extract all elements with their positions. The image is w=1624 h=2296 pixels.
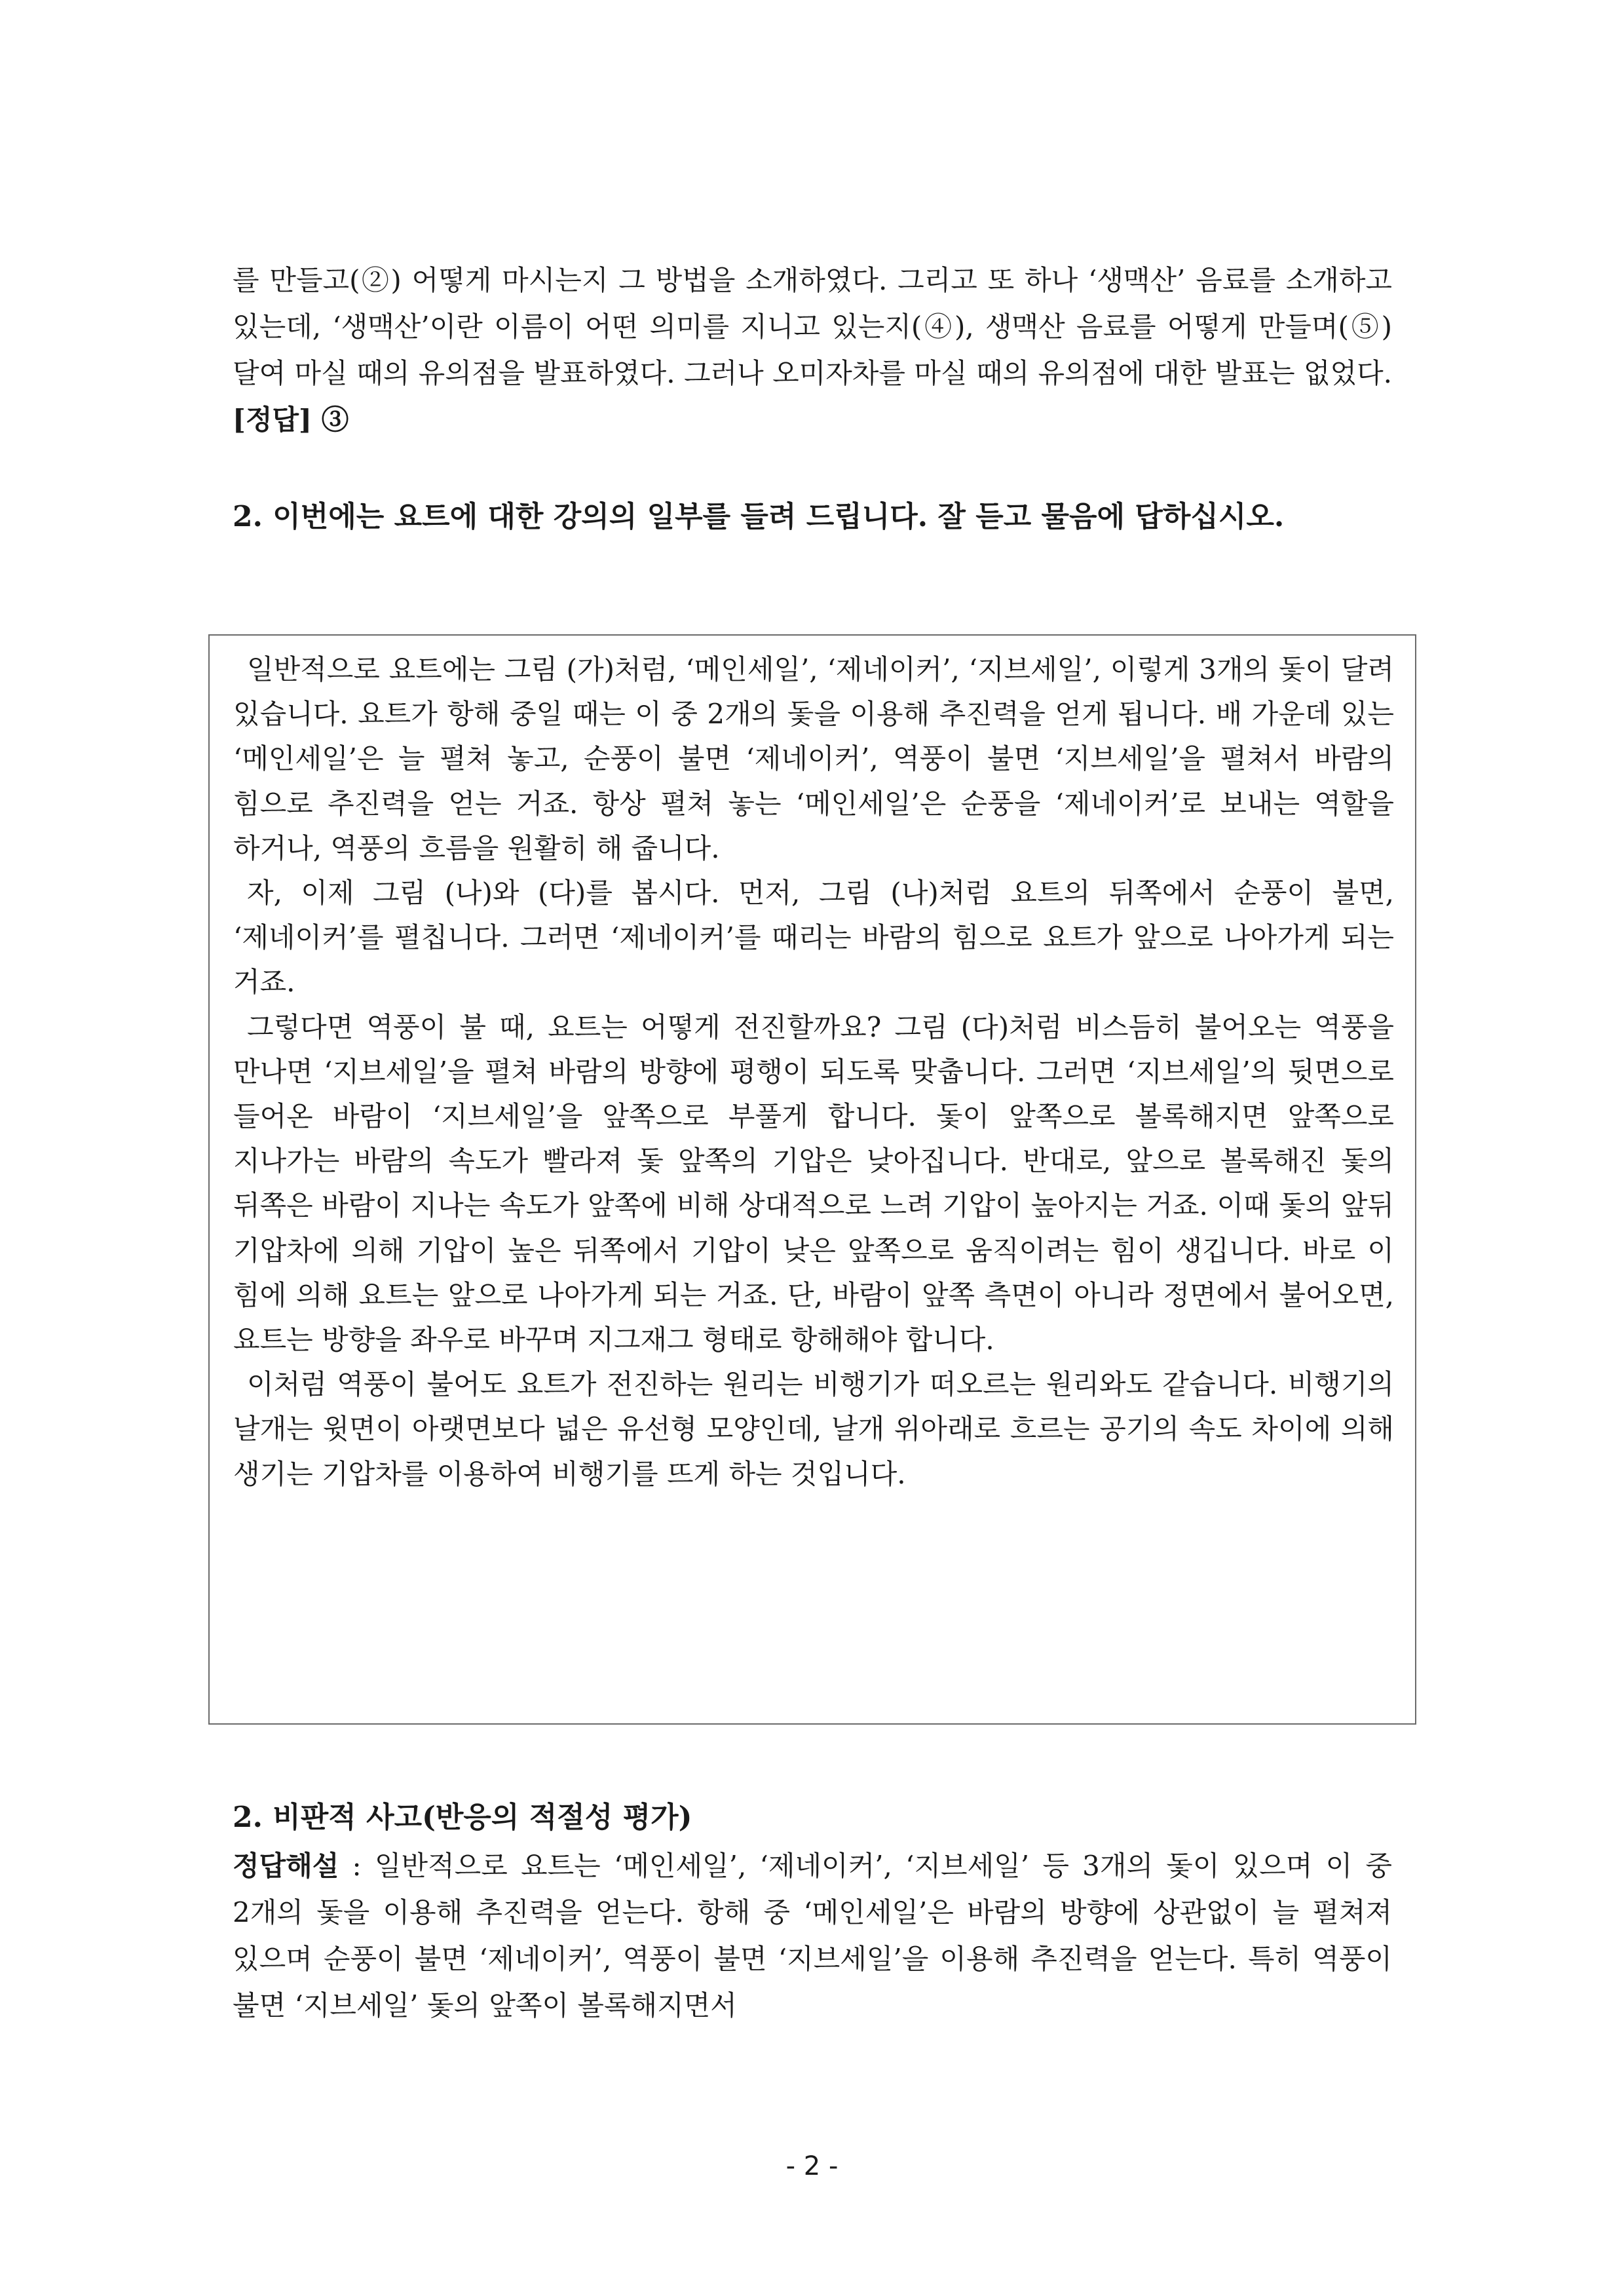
lecture-script-box	[208, 634, 1416, 1725]
lecture-script-text	[233, 647, 1394, 1497]
intro-text: 를 만들고(②) 어떻게 마시는지 그 방법을 소개하였다. 그리고 또 하나 ‘생맥산’ 음료를 소개하고 있는데, ‘생맥산’이란 이름이 어떤 의미를 지니고 있는지(④), 생맥산 음료를 어떻게 만들며(⑤) 달여 마실 때의 유의점을 발표하였다. 그러나 오미자차를 마실 때의 유의점에 대한 발표는 없었다.	[233, 264, 1392, 389]
question-heading: 2. 이번에는 요트에 대한 강의의 일부를 들려 드립니다. 잘 듣고 물음에 답하십시오.	[233, 500, 1285, 533]
script-paragraph-4: 이처럼 역풍이 불어도 요트가 전진하는 원리는 비행기가 떠오르는 원리와도 같습니다. 비행기의 날개는 윗면이 아랫면보다 넓은 유선형 모양인데, 날개 위아래로 흐르는 공기의 속도 차이에 의해 생기는 기압차를 이용하여 비행기를 뜨게 하는 것입니다.	[233, 1368, 1394, 1490]
explanation-text: : 일반적으로 요트는 ‘메인세일’, ‘제네이커’, ‘지브세일’ 등 3개의 돛이 있으며 이 중 2개의 돛을 이용해 추진력을 얻는다. 항해 중 ‘메인세일’은 바람의 방향에 상관없이 늘 펼쳐져 있으며 순풍이 불면 ‘제네이커’, 역풍이 불면 ‘지브세일’을 이용해 추진력을 얻는다. 특히 역풍이 불면 ‘지브세일’ 돛의 앞쪽이 볼록해지면서	[233, 1850, 1392, 2021]
script-paragraph-1: 일반적으로 요트에는 그림 (가)처럼, ‘메인세일’, ‘제네이커’, ‘지브세일’, 이렇게 3개의 돛이 달려 있습니다. 요트가 항해 중일 때는 이 중 2개의 돛을 이용해 추진력을 얻게 됩니다. 배 가운데 있는 ‘메인세일’은 늘 펼쳐 놓고, 순풍이 불면 ‘제네이커’, 역풍이 불면 ‘지브세일’을 펼쳐서 바람의 힘으로 추진력을 얻는 거죠. 항상 펼쳐 놓는 ‘메인세일’은 순풍을 ‘제네이커’로 보내는 역할을 하거나, 역풍의 흐름을 원활히 해 줍니다.	[233, 653, 1394, 864]
script-paragraph-3: 그렇다면 역풍이 불 때, 요트는 어떻게 전진할까요? 그림 (다)처럼 비스듬히 불어오는 역풍을 만나면 ‘지브세일’을 펼쳐 바람의 방향에 평행이 되도록 맞춥니다. 그러면 ‘지브세일’의 뒷면으로 들어온 바람이 ‘지브세일’을 앞쪽으로 부풀게 합니다. 돛이 앞쪽으로 볼록해지면 앞쪽으로 지나가는 바람의 속도가 빨라져 돛 앞쪽의 기압은 낮아집니다. 반대로, 앞으로 볼록해진 돛의 뒤쪽은 바람이 지나는 속도가 앞쪽에 비해 상대적으로 느려 기압이 높아지는 거죠. 이때 돛의 앞뒤 기압차에 의해 기압이 높은 뒤쪽에서 기압이 낮은 앞쪽으로 움직이려는 힘이 생깁니다. 바로 이 힘에 의해 요트는 앞으로 나아가게 되는 거죠. 단, 바람이 앞쪽 측면이 아니라 정면에서 불어오면, 요트는 방향을 좌우로 바꾸며 지그재그 형태로 항해해야 합니다.	[233, 1010, 1394, 1356]
intro-paragraph	[233, 257, 1392, 443]
section-title: 2. 비판적 사고(반응의 적절성 평가)	[233, 1801, 692, 1834]
answer-label: [정답] ③	[233, 404, 349, 436]
script-paragraph-2: 자, 이제 그림 (나)와 (다)를 봅시다. 먼저, 그림 (나)처럼 요트의 뒤쪽에서 순풍이 불면, ‘제네이커’를 펼칩니다. 그러면 ‘제네이커’를 때리는 바람의 힘으로 요트가 앞으로 나아가게 되는 거죠.	[233, 877, 1394, 999]
explanation-label: 정답해설	[233, 1850, 339, 1882]
explanation-paragraph	[233, 1843, 1392, 2029]
page-number: - 2 -	[785, 2151, 839, 2181]
